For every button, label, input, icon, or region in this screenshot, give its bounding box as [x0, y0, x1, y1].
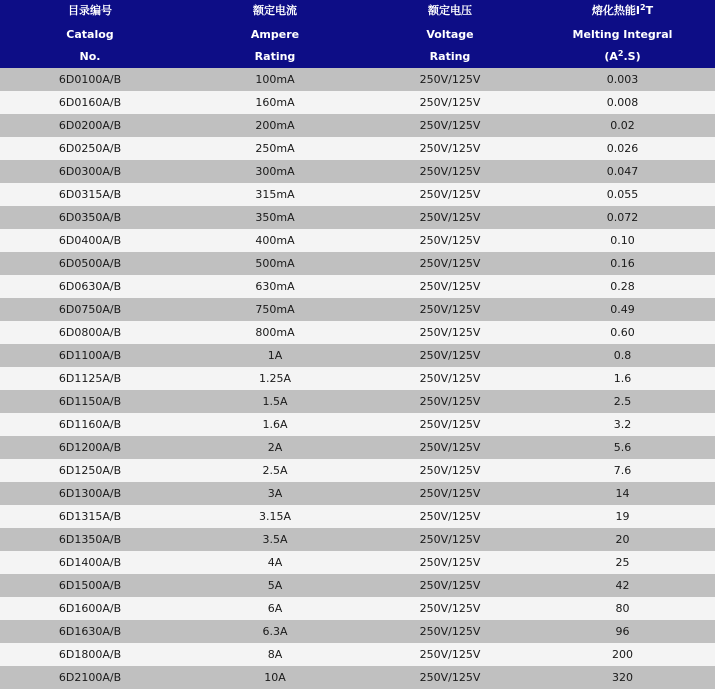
cell-catalog: 6D0315A/B [58, 188, 122, 201]
cell-melting-integral: 5.6 [613, 441, 632, 454]
table-row [0, 482, 715, 505]
cell-voltage: 250V/125V [419, 119, 481, 132]
cell-ampere: 400mA [255, 234, 295, 247]
cell-ampere: 2A [267, 441, 283, 454]
cell-melting-integral: 0.072 [606, 211, 639, 224]
cell-voltage: 250V/125V [419, 234, 481, 247]
table-row [0, 206, 715, 229]
cell-melting-integral: 0.055 [606, 188, 639, 201]
cell-melting-integral: 2.5 [613, 395, 632, 408]
table-row [0, 367, 715, 390]
cell-ampere: 800mA [255, 326, 295, 339]
cell-melting-integral: 0.49 [610, 303, 635, 316]
cell-melting-integral: 3.2 [613, 418, 632, 431]
table-row [0, 321, 715, 344]
header-ampere-en2: Rating [254, 50, 296, 63]
cell-voltage: 250V/125V [419, 579, 481, 592]
cell-ampere: 100mA [255, 73, 295, 86]
cell-voltage: 250V/125V [419, 648, 481, 661]
cell-voltage: 250V/125V [419, 510, 481, 523]
table-row [0, 344, 715, 367]
cell-melting-integral: 0.60 [610, 326, 635, 339]
table-row [0, 574, 715, 597]
cell-ampere: 4A [267, 556, 283, 569]
table-body [0, 68, 715, 689]
cell-melting-integral: 0.10 [610, 234, 635, 247]
cell-voltage: 250V/125V [419, 441, 481, 454]
cell-ampere: 2.5A [262, 464, 288, 477]
cell-voltage: 250V/125V [419, 303, 481, 316]
header-melting-en2-post: .S) [623, 50, 641, 63]
header-melting-cn-sup: 2 [640, 3, 646, 12]
header-catalog-cn: 目录编号 [68, 4, 112, 17]
table-row [0, 252, 715, 275]
header-ampere-en1: Ampere [250, 28, 300, 41]
cell-melting-integral: 0.047 [606, 165, 639, 178]
table-row [0, 137, 715, 160]
table-row [0, 551, 715, 574]
cell-voltage: 250V/125V [419, 257, 481, 270]
cell-ampere: 250mA [255, 142, 295, 155]
cell-catalog: 6D1350A/B [58, 533, 122, 546]
table-row [0, 160, 715, 183]
table-row [0, 91, 715, 114]
header-catalog [0, 0, 180, 68]
header-voltage [370, 0, 530, 68]
cell-voltage: 250V/125V [419, 671, 481, 684]
cell-ampere: 6.3A [262, 625, 288, 638]
cell-ampere: 5A [267, 579, 283, 592]
cell-ampere: 350mA [255, 211, 295, 224]
header-voltage-en2: Rating [429, 50, 471, 63]
cell-catalog: 6D2100A/B [58, 671, 122, 684]
header-ampere-cn: 额定电流 [253, 4, 297, 17]
table-row [0, 68, 715, 91]
cell-melting-integral: 0.8 [613, 349, 632, 362]
cell-melting-integral: 96 [615, 625, 630, 638]
cell-melting-integral: 19 [615, 510, 630, 523]
cell-melting-integral: 7.6 [613, 464, 632, 477]
cell-voltage: 250V/125V [419, 280, 481, 293]
cell-voltage: 250V/125V [419, 142, 481, 155]
cell-voltage: 250V/125V [419, 625, 481, 638]
cell-catalog: 6D1500A/B [58, 579, 122, 592]
cell-ampere: 200mA [255, 119, 295, 132]
cell-catalog: 6D1125A/B [58, 372, 122, 385]
cell-ampere: 315mA [255, 188, 295, 201]
cell-catalog: 6D0250A/B [58, 142, 122, 155]
cell-ampere: 6A [267, 602, 283, 615]
table-row [0, 505, 715, 528]
table-row [0, 390, 715, 413]
cell-ampere: 3.5A [262, 533, 288, 546]
cell-ampere: 160mA [255, 96, 295, 109]
table-row [0, 620, 715, 643]
cell-ampere: 1A [267, 349, 283, 362]
header-voltage-cn: 额定电压 [428, 4, 472, 17]
cell-ampere: 3.15A [258, 510, 292, 523]
cell-melting-integral: 0.28 [610, 280, 635, 293]
table-row [0, 528, 715, 551]
cell-voltage: 250V/125V [419, 395, 481, 408]
cell-melting-integral: 0.026 [606, 142, 639, 155]
cell-melting-integral: 0.003 [606, 73, 639, 86]
cell-melting-integral: 25 [615, 556, 630, 569]
header-melting-cn-line [530, 0, 715, 24]
table-row [0, 229, 715, 252]
cell-catalog: 6D0200A/B [58, 119, 122, 132]
table-row [0, 597, 715, 620]
cell-voltage: 250V/125V [419, 326, 481, 339]
header-melting-en2-sup: 2 [617, 49, 624, 58]
cell-melting-integral: 42 [615, 579, 630, 592]
cell-ampere: 10A [264, 671, 286, 684]
cell-catalog: 6D0350A/B [58, 211, 122, 224]
cell-voltage: 250V/125V [419, 464, 481, 477]
cell-voltage: 250V/125V [419, 602, 481, 615]
cell-voltage: 250V/125V [419, 211, 481, 224]
cell-voltage: 250V/125V [419, 372, 481, 385]
cell-ampere: 750mA [255, 303, 295, 316]
cell-voltage: 250V/125V [419, 188, 481, 201]
header-melting-en1: Melting Integral [572, 28, 673, 41]
cell-melting-integral: 20 [615, 533, 630, 546]
cell-catalog: 6D1300A/B [58, 487, 122, 500]
cell-catalog: 6D1630A/B [58, 625, 122, 638]
cell-ampere: 1.5A [262, 395, 288, 408]
table-row [0, 643, 715, 666]
cell-catalog: 6D1200A/B [58, 441, 122, 454]
cell-melting-integral: 200 [612, 648, 633, 661]
table-row [0, 183, 715, 206]
cell-catalog: 6D0750A/B [58, 303, 122, 316]
cell-voltage: 250V/125V [419, 73, 481, 86]
cell-catalog: 6D0500A/B [58, 257, 122, 270]
cell-melting-integral: 0.02 [610, 119, 635, 132]
cell-ampere: 500mA [255, 257, 295, 270]
cell-catalog: 6D0160A/B [58, 96, 122, 109]
cell-catalog: 6D1315A/B [58, 510, 122, 523]
cell-catalog: 6D1150A/B [58, 395, 122, 408]
cell-melting-integral: 320 [612, 671, 633, 684]
cell-voltage: 250V/125V [419, 165, 481, 178]
header-melting-en2-pre: (A [604, 50, 618, 63]
cell-ampere: 630mA [255, 280, 295, 293]
cell-ampere: 1.6A [262, 418, 288, 431]
cell-catalog: 6D0400A/B [58, 234, 122, 247]
cell-voltage: 250V/125V [419, 349, 481, 362]
table-row [0, 114, 715, 137]
cell-melting-integral: 1.6 [613, 372, 632, 385]
cell-ampere: 3A [267, 487, 283, 500]
cell-catalog: 6D1800A/B [58, 648, 122, 661]
cell-voltage: 250V/125V [419, 418, 481, 431]
table-row [0, 459, 715, 482]
cell-catalog: 6D1600A/B [58, 602, 122, 615]
cell-voltage: 250V/125V [419, 533, 481, 546]
cell-catalog: 6D1250A/B [58, 464, 122, 477]
table-row [0, 413, 715, 436]
cell-catalog: 6D0300A/B [58, 165, 122, 178]
cell-catalog: 6D0630A/B [58, 280, 122, 293]
cell-melting-integral: 0.16 [610, 257, 635, 270]
header-melting-cn-tail: T [645, 4, 654, 17]
cell-voltage: 250V/125V [419, 96, 481, 109]
header-catalog-en1: Catalog [66, 28, 114, 41]
table-row [0, 436, 715, 459]
header-melting-en2-line [530, 46, 715, 68]
cell-catalog: 6D1160A/B [58, 418, 122, 431]
cell-melting-integral: 80 [615, 602, 630, 615]
header-melting-cn: 熔化热能I [591, 4, 640, 17]
cell-catalog: 6D1100A/B [58, 349, 122, 362]
cell-catalog: 6D1400A/B [58, 556, 122, 569]
cell-melting-integral: 14 [615, 487, 630, 500]
cell-melting-integral: 0.008 [606, 96, 639, 109]
header-ampere [180, 0, 370, 68]
cell-catalog: 6D0100A/B [58, 73, 122, 86]
cell-voltage: 250V/125V [419, 556, 481, 569]
header-catalog-en2: No. [79, 50, 101, 63]
table-row [0, 298, 715, 321]
table-header [0, 0, 715, 68]
table-row [0, 275, 715, 298]
cell-voltage: 250V/125V [419, 487, 481, 500]
table-row [0, 666, 715, 689]
header-melting [530, 0, 715, 68]
cell-catalog: 6D0800A/B [58, 326, 122, 339]
cell-ampere: 8A [267, 648, 283, 661]
cell-ampere: 1.25A [258, 372, 292, 385]
header-voltage-en1: Voltage [426, 28, 474, 41]
cell-ampere: 300mA [255, 165, 295, 178]
